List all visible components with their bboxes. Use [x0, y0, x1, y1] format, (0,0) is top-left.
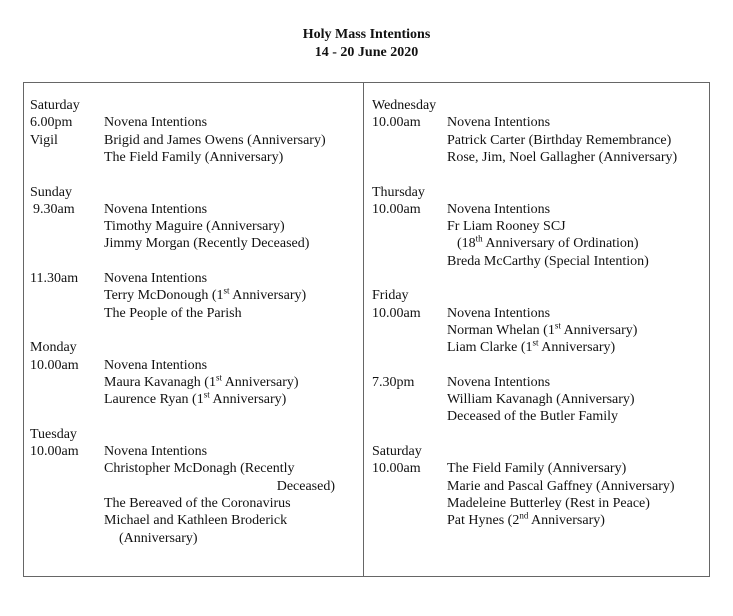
left-intention: Christopher McDonagh (Recently	[104, 461, 295, 477]
left-time: 10.00am	[30, 444, 79, 459]
left-day: Tuesday	[30, 426, 77, 442]
right-time: 10.00am	[372, 461, 421, 477]
right-intention: The Field Family (Anniversary)	[447, 461, 627, 477]
left-intention: Novena Intentions	[104, 201, 208, 217]
right-day: Friday	[372, 288, 409, 304]
left-intention: Terry McDonough (1st Anniversary)	[104, 285, 307, 304]
right-intention: Patrick Carter (Birthday Remembrance)	[447, 132, 672, 148]
left-time: 9.30am	[33, 201, 75, 217]
left-intention: Novena Intentions	[104, 444, 208, 459]
right-time: 7.30pm	[372, 374, 415, 390]
left-time-note: Vigil	[30, 132, 58, 148]
left-intention: The Bereaved of the Coronavirus	[104, 495, 291, 511]
right-intention: William Kavanagh (Anniversary)	[447, 392, 635, 408]
right-time: 10.00am	[372, 201, 421, 217]
left-time: 11.30am	[30, 271, 79, 286]
left-intention: Maura Kavanagh (1st Anniversary)	[104, 372, 299, 390]
left-day: Monday	[30, 340, 77, 356]
right-intention: Madeleine Butterley (Rest in Peace)	[447, 495, 650, 511]
right-intention-cont: (18th Anniversary of Ordination)	[457, 233, 639, 252]
left-intention: The Field Family (Anniversary)	[104, 149, 284, 165]
right-day: Wednesday	[372, 98, 437, 113]
left-intention: Brigid and James Owens (Anniversary)	[104, 132, 326, 148]
left-day: Sunday	[30, 184, 72, 200]
right-intention: Fr Liam Rooney SCJ	[447, 219, 566, 235]
left-intention-cont: (Anniversary)	[119, 530, 198, 546]
left-intention: Michael and Kathleen Broderick	[104, 513, 288, 529]
page-subtitle: 14 - 20 June 2020	[314, 45, 419, 60]
right-day: Thursday	[372, 184, 425, 200]
right-intention: Novena Intentions	[447, 374, 551, 390]
page-title: Holy Mass Intentions	[302, 27, 431, 42]
left-intention: Novena Intentions	[104, 357, 208, 373]
right-intention: Liam Clarke (1st Anniversary)	[447, 337, 616, 356]
right-time: 10.00am	[372, 305, 421, 321]
right-day: Saturday	[372, 444, 422, 459]
left-intention: Timothy Maguire (Anniversary)	[104, 219, 285, 235]
left-intention-cont: Deceased)	[276, 478, 335, 494]
left-time: 6.00pm	[30, 115, 73, 131]
left-time: 10.00am	[30, 357, 79, 373]
right-intention: Pat Hynes (2nd Anniversary)	[447, 510, 605, 529]
left-intention: Jimmy Morgan (Recently Deceased)	[104, 236, 310, 252]
right-intention: Norman Whelan (1st Anniversary)	[447, 320, 638, 338]
right-time: 10.00am	[372, 115, 421, 131]
left-intention: The People of the Parish	[104, 305, 242, 321]
right-intention: Marie and Pascal Gaffney (Anniversary)	[447, 478, 675, 494]
left-intention: Laurence Ryan (1st Anniversary)	[104, 389, 287, 408]
right-intention: Novena Intentions	[447, 115, 551, 131]
left-intention: Novena Intentions	[104, 271, 208, 286]
column-divider	[363, 82, 364, 577]
right-intention: Novena Intentions	[447, 201, 551, 217]
right-intention: Breda McCarthy (Special Intention)	[447, 253, 649, 269]
right-intention: Deceased of the Butler Family	[447, 409, 619, 425]
right-intention: Novena Intentions	[447, 305, 551, 321]
left-intention: Novena Intentions	[104, 115, 208, 131]
right-intention: Rose, Jim, Noel Gallagher (Anniversary)	[447, 149, 678, 165]
left-day: Saturday	[30, 98, 80, 113]
